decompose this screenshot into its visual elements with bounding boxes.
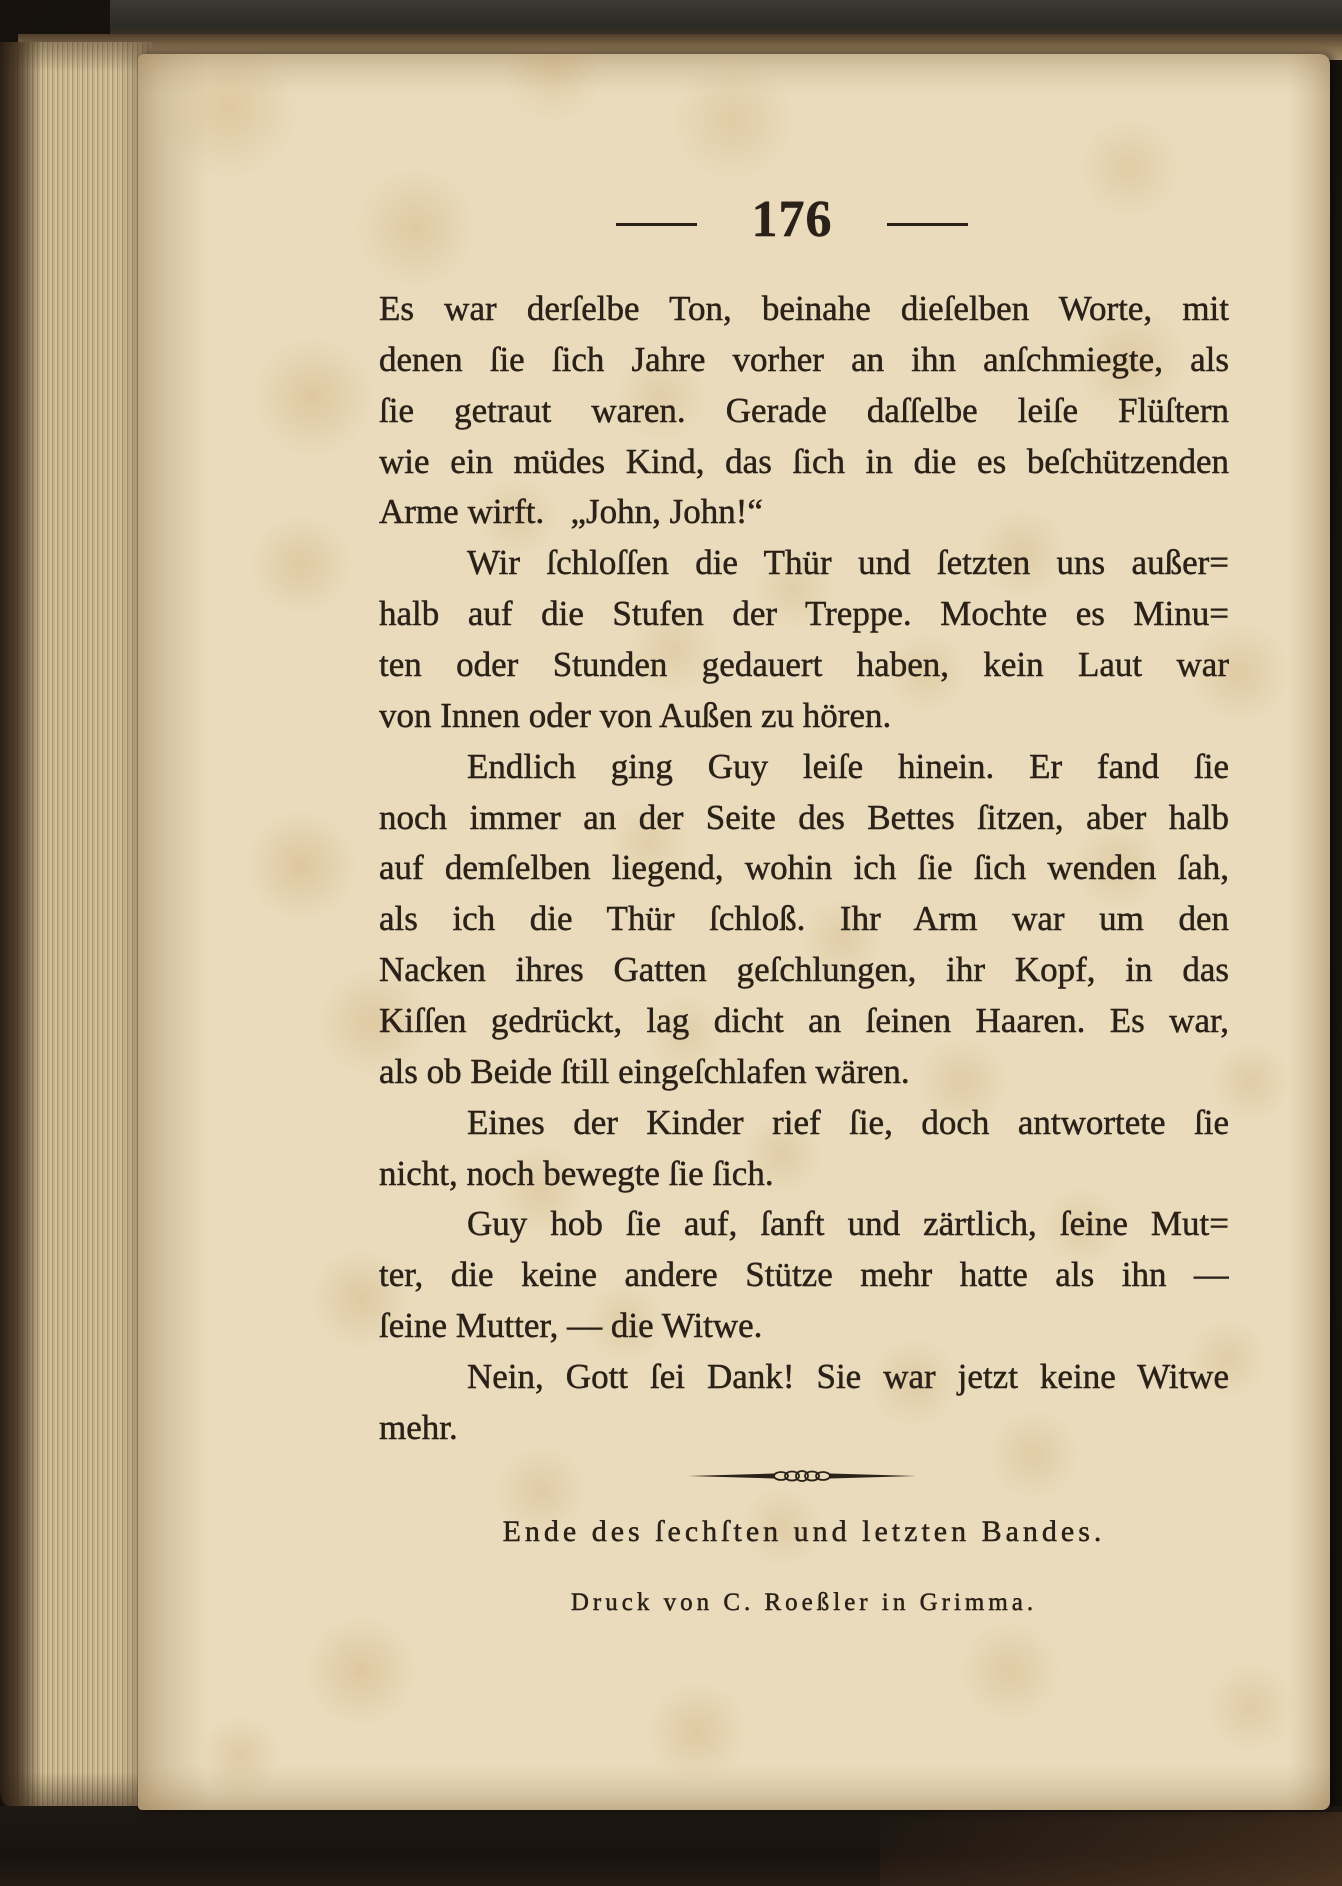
text-line: Es war derſelbe Ton, beinahe dieſelben Worte, mit — [379, 289, 1229, 328]
text-line: mehr. — [379, 1407, 458, 1447]
text-line: als ob Beide ſtill eingeſchlafen wären. — [379, 1051, 910, 1091]
text-line: Nein, Gott ſei Dank! Sie war jetzt keine Witwe — [467, 1357, 1229, 1397]
text-line: wie ein müdes Kind, das ſich in die es beſchützenden — [379, 441, 1229, 481]
text-line: ter, die keine andere Stütze mehr hatte als ihn — — [379, 1255, 1229, 1295]
text-line: nicht, noch bewegte ſie ſich. — [379, 1153, 774, 1193]
text-line: ſeine Mutter, — die Witwe. — [379, 1306, 763, 1346]
page-header — [616, 191, 968, 248]
header-dash-left — [616, 223, 697, 226]
text-line: von Innen oder von Außen zu hören. — [379, 695, 892, 735]
text-line: ten oder Stunden gedauert haben, kein Laut war — [379, 645, 1229, 685]
printer-imprint: Druck von C. Roeßler in Grimma. — [570, 1589, 1038, 1616]
text-line: Eines der Kinder rief ſie, doch antwortete ſie — [467, 1102, 1229, 1142]
rule-right-taper — [830, 1474, 916, 1479]
text-line: ſie getraut waren. Gerade daſſelbe leiſe Flüſtern — [379, 390, 1229, 430]
text-line: Guy hob ſie auf, ſanft und zärtlich, ſeine Mut= — [467, 1204, 1229, 1244]
leather-binding — [880, 1812, 1342, 1886]
ornamental-rule — [688, 1469, 916, 1483]
rule-left-taper — [688, 1474, 774, 1479]
end-of-volume-note: Ende des ſechſten und letzten Bandes. — [502, 1515, 1106, 1548]
header-dash-right — [887, 223, 968, 226]
text-line: auf demſelben liegend, wohin ich ſie ſich wenden ſah, — [379, 848, 1229, 888]
text-line: Kiſſen gedrückt, lag dicht an ſeinen Haaren. Es war, — [379, 1001, 1229, 1041]
text-line: Endlich ging Guy leiſe hinein. Er fand ſie — [467, 746, 1229, 786]
page-number: 176 — [751, 191, 833, 248]
text-line: noch immer an der Seite des Bettes ſitzen, aber halb — [379, 797, 1229, 837]
text-line: Nacken ihres Gatten geſchlungen, ihr Kopf, in das — [379, 950, 1229, 990]
page-block-edges — [0, 42, 152, 1810]
text-line: Arme wirft. „John, John!“ — [379, 492, 763, 532]
text-line: als ich die Thür ſchloß. Ihr Arm war um den — [379, 899, 1229, 939]
book-page — [138, 54, 1330, 1810]
text-line: denen ſie ſich Jahre vorher an ihn anſchmiegte, als — [379, 339, 1229, 379]
text-line: halb auf die Stufen der Treppe. Mochte es Minu= — [379, 594, 1229, 634]
body-text — [379, 284, 1229, 1454]
text-line: Wir ſchloſſen die Thür und ſetzten uns außer= — [467, 543, 1229, 583]
